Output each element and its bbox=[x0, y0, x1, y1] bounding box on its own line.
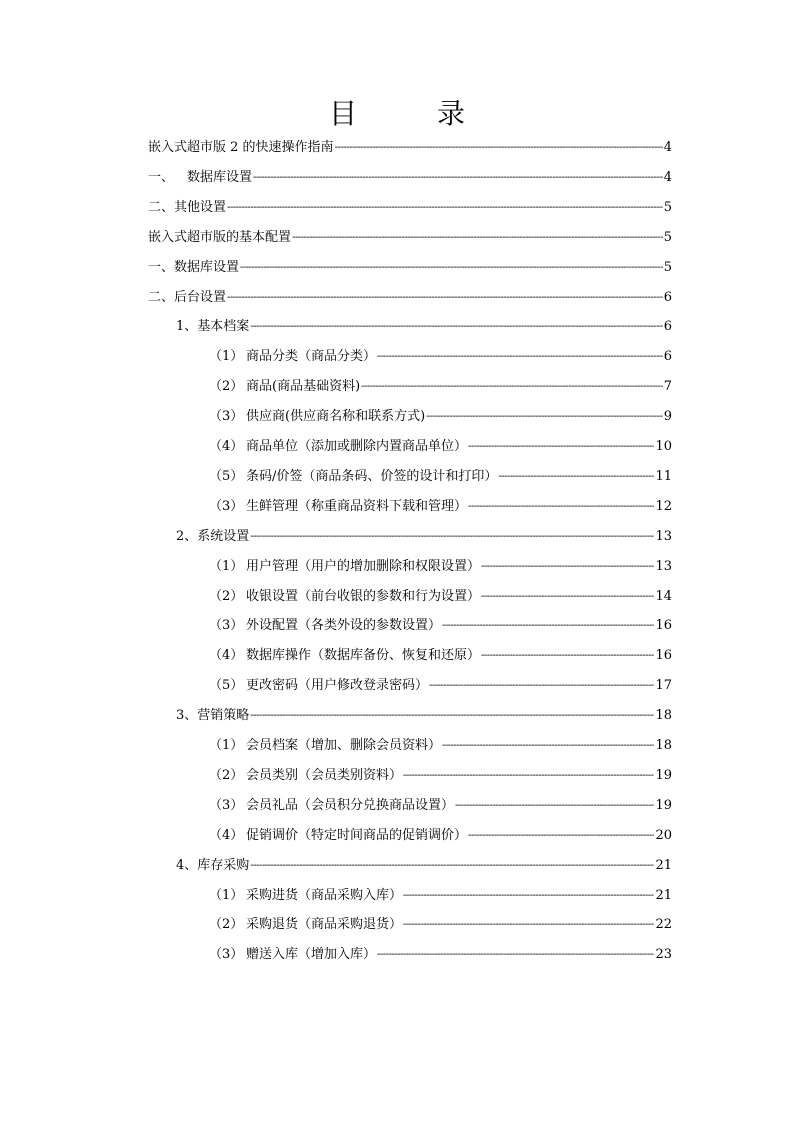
toc-entry-number: （4） bbox=[209, 827, 244, 843]
toc-entry-number: 二、 bbox=[148, 289, 175, 305]
toc-entry-title: 促销调价（特定时间商品的促销调价） bbox=[246, 827, 468, 843]
toc-entry-page-number: 14 bbox=[655, 588, 672, 604]
toc-entry[interactable] bbox=[209, 645, 672, 665]
toc-dot-leader bbox=[468, 438, 654, 456]
toc-dot-leader bbox=[403, 767, 654, 785]
toc-dot-leader bbox=[403, 916, 654, 934]
toc-entry-number: （3） bbox=[209, 797, 244, 813]
toc-entry-number: （1） bbox=[209, 738, 244, 753]
toc-entry-number: （1） bbox=[209, 349, 244, 365]
toc-entry[interactable] bbox=[209, 496, 672, 516]
toc-entry-number: 一、 bbox=[148, 169, 175, 185]
toc-entry[interactable] bbox=[148, 257, 672, 277]
toc-entry-page-number: 4 bbox=[663, 169, 672, 185]
toc-entry[interactable] bbox=[209, 944, 672, 964]
toc-entry[interactable] bbox=[176, 526, 672, 546]
toc-entry-title: 后台设置 bbox=[174, 289, 227, 305]
toc-dot-leader bbox=[240, 259, 663, 277]
toc-dot-leader bbox=[250, 707, 654, 725]
toc-entry[interactable] bbox=[209, 376, 672, 396]
toc-entry-number: 二、 bbox=[148, 199, 175, 215]
toc-entry-page-number: 23 bbox=[655, 947, 672, 963]
toc-entry[interactable] bbox=[148, 287, 672, 307]
toc-entry-page-number: 5 bbox=[663, 259, 672, 275]
toc-entry-title: 商品(商品基础资料) bbox=[246, 379, 361, 395]
toc-entry[interactable] bbox=[209, 406, 672, 426]
toc-entry-title: 采购退货（商品采购退货） bbox=[246, 917, 403, 933]
toc-entry[interactable] bbox=[209, 885, 672, 905]
toc-entry-title: 数据库设置 bbox=[174, 259, 240, 275]
toc-dot-leader bbox=[250, 528, 654, 546]
toc-entry[interactable] bbox=[209, 466, 672, 486]
toc-entry-title: 其他设置 bbox=[174, 199, 227, 215]
toc-entry-number: （1） bbox=[209, 887, 244, 903]
toc-entry[interactable] bbox=[209, 436, 672, 456]
toc-entry-page-number: 7 bbox=[663, 379, 672, 395]
toc-entry[interactable] bbox=[209, 556, 672, 576]
toc-dot-leader bbox=[442, 737, 654, 755]
toc-entry-title: 赠送入库（增加入库） bbox=[246, 947, 377, 963]
toc-entry-page-number: 13 bbox=[655, 528, 672, 544]
toc-entry-number: 一、 bbox=[148, 259, 175, 275]
toc-entry[interactable] bbox=[176, 855, 672, 875]
toc-entry-number: （3） bbox=[209, 947, 244, 963]
toc-entry-number: （2） bbox=[209, 767, 244, 783]
toc-dot-leader bbox=[292, 229, 663, 247]
toc-entry-page-number: 11 bbox=[655, 468, 672, 484]
toc-entry-page-number: 13 bbox=[655, 558, 672, 574]
toc-entry-page-number: 19 bbox=[655, 797, 672, 813]
toc-entry-number: （4） bbox=[209, 648, 244, 664]
toc-entry[interactable] bbox=[148, 167, 672, 187]
toc-dot-leader bbox=[361, 378, 663, 396]
toc-entry[interactable] bbox=[176, 316, 672, 336]
toc-entry-title: 会员礼品（会员积分兑换商品设置） bbox=[246, 797, 455, 813]
toc-entry-title: 收银设置（前台收银的参数和行为设置） bbox=[246, 588, 481, 604]
toc-entry[interactable] bbox=[148, 137, 672, 157]
toc-dot-leader bbox=[468, 498, 654, 516]
toc-dot-leader bbox=[426, 408, 663, 426]
toc-entry-number: 4、 bbox=[176, 857, 198, 873]
toc-entry[interactable] bbox=[209, 825, 672, 845]
toc-entry-page-number: 5 bbox=[663, 199, 672, 215]
toc-dot-leader bbox=[481, 558, 654, 576]
toc-entry-page-number: 6 bbox=[663, 319, 672, 335]
toc-dot-leader bbox=[227, 289, 663, 307]
toc-entry-page-number: 10 bbox=[655, 439, 672, 454]
toc-entry-page-number: 22 bbox=[655, 917, 672, 933]
toc-entry-title: 更改密码（用户修改登录密码） bbox=[246, 678, 429, 694]
toc-entry-title: 商品单位（添加或删除内置商品单位） bbox=[246, 439, 468, 454]
toc-entry-title: 外设配置（各类外设的参数设置） bbox=[246, 618, 442, 634]
toc-entry-title: 系统设置 bbox=[197, 528, 250, 544]
toc-entry-number: （2） bbox=[209, 379, 244, 395]
toc-entry-page-number: 18 bbox=[655, 708, 672, 724]
toc-dot-leader bbox=[481, 647, 654, 665]
toc-entry[interactable] bbox=[176, 705, 672, 725]
toc-entry-number: （1） bbox=[209, 558, 244, 574]
toc-entry[interactable] bbox=[209, 586, 672, 606]
toc-entry-title: 数据库设置 bbox=[174, 169, 253, 185]
toc-entry-number: （2） bbox=[209, 588, 244, 604]
toc-entry-number: （4） bbox=[209, 439, 244, 454]
toc-entry-title: 供应商(供应商名称和联系方式) bbox=[246, 409, 426, 425]
toc-dot-leader bbox=[498, 468, 654, 486]
toc-entry[interactable] bbox=[209, 765, 672, 785]
toc-dot-leader bbox=[403, 887, 654, 905]
toc-entry-title: 采购进货（商品采购入库） bbox=[246, 887, 403, 903]
toc-entry-title: 营销策略 bbox=[197, 708, 250, 724]
toc-entry[interactable] bbox=[209, 675, 672, 695]
toc-entry-page-number: 17 bbox=[655, 678, 672, 694]
toc-entry-title: 用户管理（用户的增加删除和权限设置） bbox=[246, 558, 481, 574]
toc-dot-leader bbox=[335, 139, 663, 157]
toc-dot-leader bbox=[429, 677, 654, 695]
toc-entry-title: 嵌入式超市版 2 的快速操作指南 bbox=[148, 140, 334, 155]
toc-entry-number: （5） bbox=[209, 468, 244, 484]
toc-entry[interactable] bbox=[209, 615, 672, 635]
toc-dot-leader bbox=[250, 857, 654, 875]
toc-entry-page-number: 9 bbox=[663, 409, 672, 425]
toc-entry-title: 库存采购 bbox=[197, 857, 250, 873]
toc-entry-title: 条码/价签（商品条码、价签的设计和打印） bbox=[246, 468, 498, 484]
toc-dot-leader bbox=[253, 169, 663, 187]
toc-entry-title: 会员类别（会员类别资料） bbox=[246, 767, 403, 783]
toc-entry[interactable] bbox=[209, 346, 672, 366]
toc-entry-title: 基本档案 bbox=[197, 319, 250, 335]
toc-entry-title: 嵌入式超市版的基本配置 bbox=[148, 229, 292, 245]
toc-dot-leader bbox=[227, 199, 663, 217]
toc-entry-title: 商品分类（商品分类） bbox=[246, 349, 377, 365]
toc-entry-page-number: 21 bbox=[655, 887, 672, 903]
toc-entry[interactable] bbox=[209, 735, 672, 755]
toc-entry-number: 3、 bbox=[176, 708, 198, 724]
toc-entry[interactable] bbox=[209, 795, 672, 815]
toc-entry-page-number: 16 bbox=[655, 648, 672, 664]
toc-dot-leader bbox=[377, 348, 663, 366]
toc-entry-page-number: 12 bbox=[655, 498, 672, 514]
toc-dot-leader bbox=[250, 318, 662, 336]
toc-dot-leader bbox=[455, 797, 654, 815]
toc-entry-title: 会员档案（增加、删除会员资料） bbox=[246, 738, 442, 753]
toc-entry-page-number: 6 bbox=[663, 349, 672, 365]
toc-entry-page-number: 18 bbox=[655, 738, 672, 753]
toc-entry-number: （3） bbox=[209, 409, 244, 425]
toc-dot-leader bbox=[468, 827, 654, 845]
toc-entry-page-number: 6 bbox=[663, 289, 672, 305]
toc-entry-page-number: 21 bbox=[655, 857, 672, 873]
toc-entry-page-number: 5 bbox=[663, 229, 672, 245]
toc-entry[interactable] bbox=[148, 197, 672, 217]
toc-entry-number: 1、 bbox=[176, 319, 198, 335]
page-title: 目 录 bbox=[328, 97, 491, 130]
toc-dot-leader bbox=[442, 617, 654, 635]
toc-entry-title: 生鲜管理（称重商品资料下载和管理） bbox=[246, 498, 468, 514]
toc-entry-number: （3） bbox=[209, 498, 244, 514]
toc-entry-page-number: 4 bbox=[663, 140, 672, 155]
toc-entry-page-number: 16 bbox=[655, 618, 672, 634]
toc-entry[interactable] bbox=[148, 227, 672, 247]
toc-entry-number: （5） bbox=[209, 678, 244, 694]
toc-entry-page-number: 19 bbox=[655, 767, 672, 783]
toc-dot-leader bbox=[377, 946, 654, 964]
toc-entry[interactable] bbox=[209, 914, 672, 934]
toc-entry-number: （2） bbox=[209, 917, 244, 933]
toc-entry-page-number: 20 bbox=[655, 827, 672, 843]
toc-entry-number: 2、 bbox=[176, 528, 198, 544]
toc-entry-number: （3） bbox=[209, 618, 244, 634]
toc-dot-leader bbox=[481, 588, 654, 606]
toc-entry-title: 数据库操作（数据库备份、恢复和还原） bbox=[246, 648, 481, 664]
